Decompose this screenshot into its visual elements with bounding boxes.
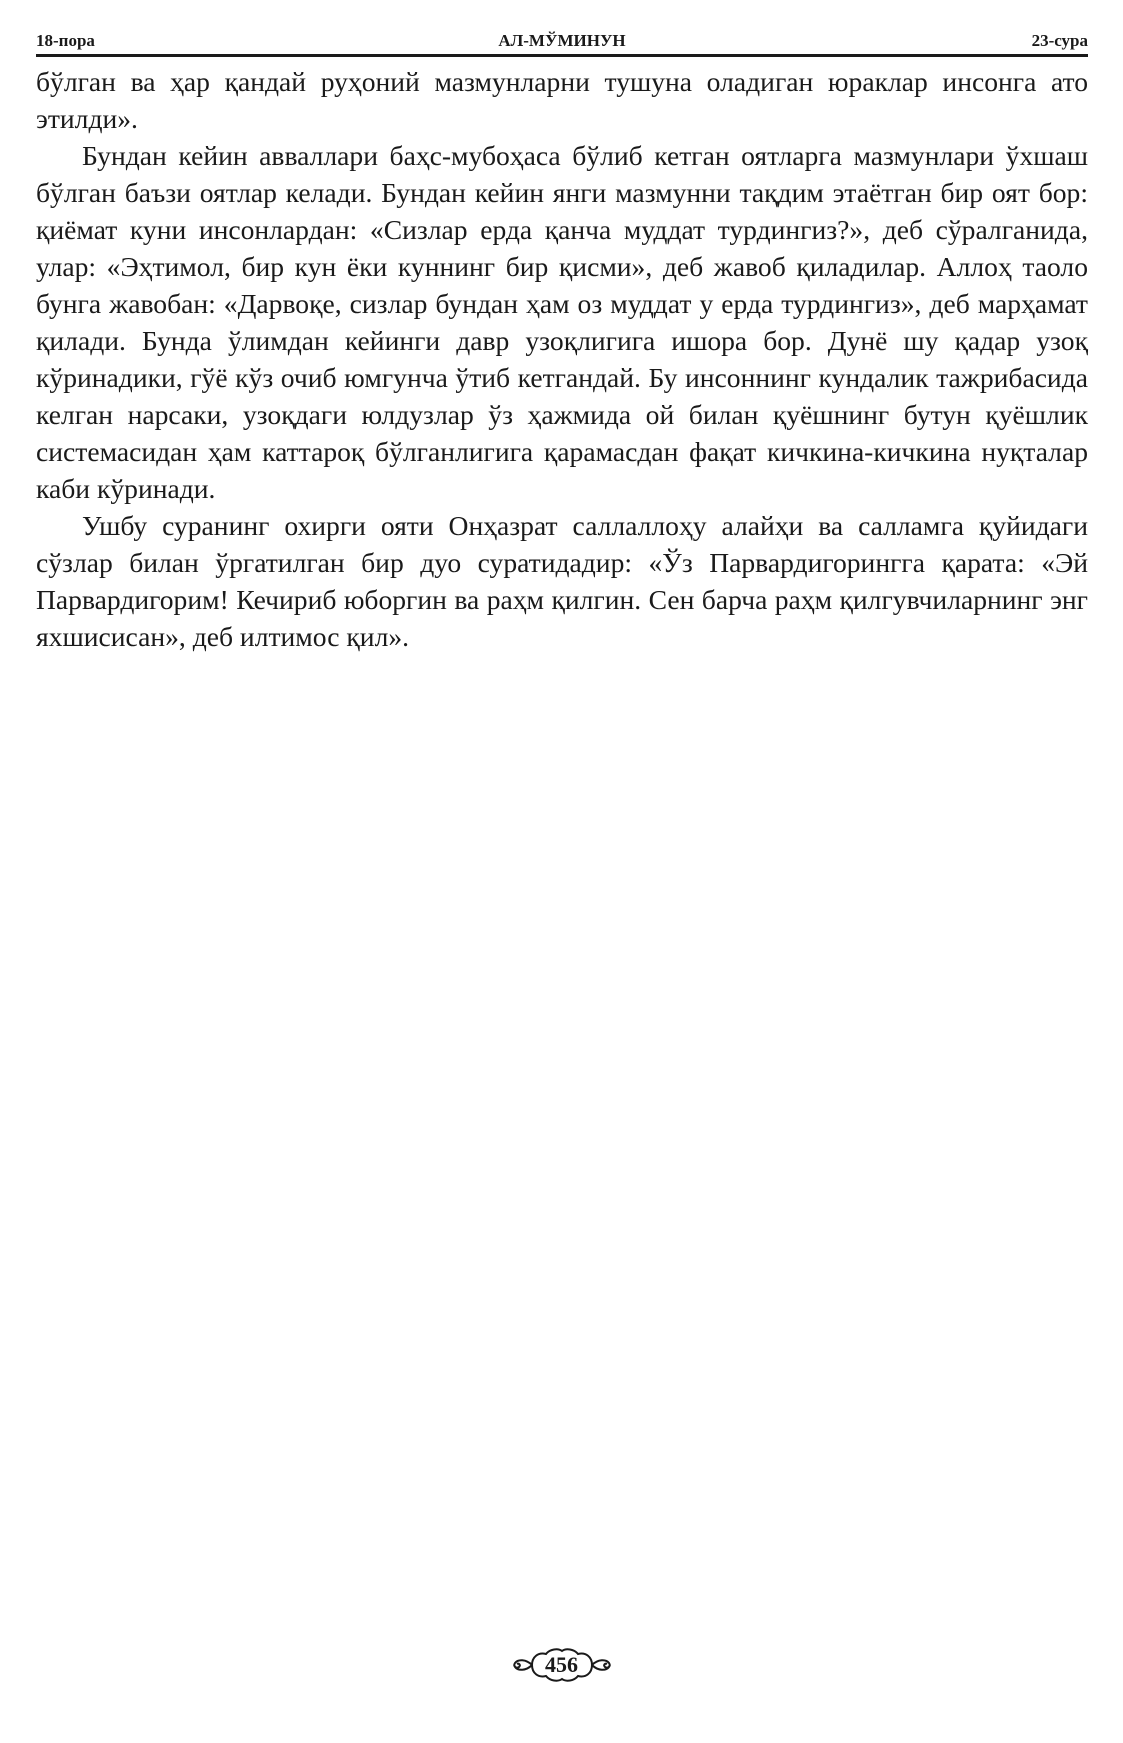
juz-label: 18-пора (36, 31, 95, 50)
header-rule (36, 54, 1088, 57)
document-page (36, 26, 1088, 655)
paragraph-3: Ушбу суранинг охирги ояти Онҳазрат саллаллоҳу алайҳи ва салламга қуйидаги сўзлар билан ўргатилган бир дуо суратидадир: «Ўз Парвардигорингга қарата: «Эй Парвардигорим! Кечириб юборгин ва раҳм қилгин. Сен барча раҳм қилгувчиларнинг энг яхшисисан», деб илтимос қил». (36, 510, 1088, 652)
body-text (36, 63, 1088, 655)
paragraph-1: бўлган ва ҳар қандай руҳоний мазмунларни тушуна оладиган юраклар инсонга ато этилди». (36, 66, 1088, 134)
surah-number-label: 23-сура (1031, 31, 1088, 50)
page-number: 456 (545, 1652, 578, 1677)
running-header (36, 26, 1088, 56)
paragraph-2: Бундан кейин авваллари баҳс-мубоҳаса бўлиб кетган оятларга мазмунлари ўхшаш бўлган баъзи оятлар келади. Бундан кейин янги мазмунни тақдим этаётган бир оят бор: қиёмат куни инсонлардан: «Сизлар ерда қанча муддат турдингиз?», деб сўралганида, улар: «Эҳтимол, бир кун ёки куннинг бир қисми», деб жавоб қиладилар. Аллоҳ таоло бунга жавобан: «Дарвоқе, сизлар бундан ҳам оз муддат у ерда турдингиз», деб марҳамат қилади. Бунда ўлимдан кейинги давр узоқлигига ишора бор. Дунё шу қадар узоқ кўринадики, гўё кўз очиб юмгунча ўтиб кетгандай. Бу инсоннинг кундалик тажрибасида келган нарсаки, узоқдаги юлдузлар ўз ҳажмида ой билан қуёшнинг бутун қуёшлик системасидан ҳам каттароқ бўлганлигига қарамасдан фақат кичкина-кичкина нуқталар каби кўринади. (36, 140, 1088, 504)
page-number-ornament (510, 1647, 614, 1683)
page-number-footer (0, 1643, 1123, 1687)
surah-title: АЛ-МЎМИНУН (498, 31, 626, 50)
